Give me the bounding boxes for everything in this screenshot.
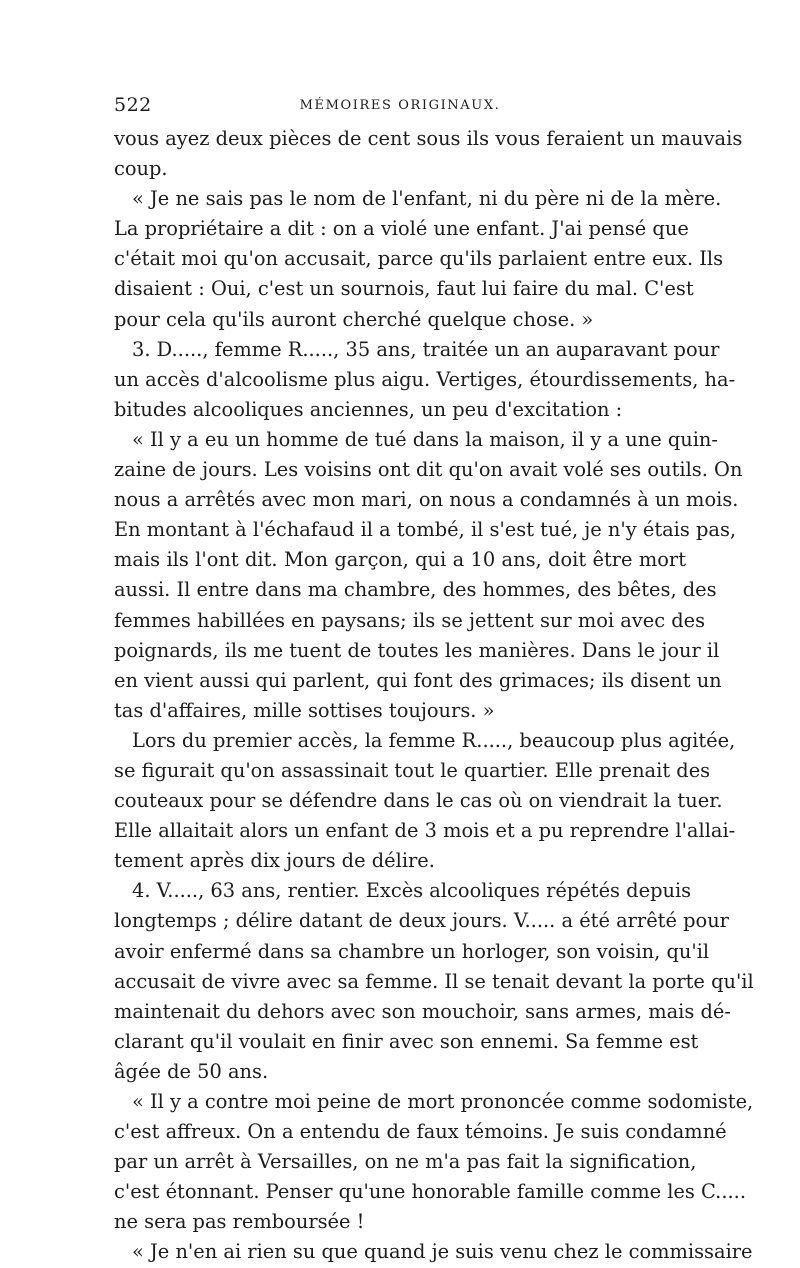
text-line: « Il y a contre moi peine de mort prononcée comme sodomiste, (132, 1090, 754, 1113)
text-line: maintenait du dehors avec son mouchoir, sans armes, mais dé- (114, 999, 731, 1023)
text-line: pour cela qu'ils auront cherché quelque chose. » (114, 307, 594, 331)
text-line: couteaux pour se défendre dans le cas où on viendrait la tuer. (114, 789, 723, 813)
text-line: Lors du premier accès, la femme R....., beaucoup plus agitée, (132, 728, 736, 752)
text-line: bitudes alcooliques anciennes, un peu d'excitation : (114, 397, 623, 421)
page-header (114, 90, 686, 124)
text-line: En montant à l'échafaud il a tombé, il s'est tué, je n'y étais pas, (114, 518, 737, 542)
text-line: c'est étonnant. Penser qu'une honorable famille comme les C..... (114, 1180, 746, 1204)
running-title: MÉMOIRES ORIGINAUX. (299, 98, 501, 113)
text-line: nous a arrêtés avec mon mari, on nous a condamnés à un mois. (114, 488, 739, 512)
text-line: femmes habillées en paysans; ils se jettent sur moi avec des (114, 608, 706, 632)
text-line: vous ayez deux pièces de cent sous ils vous feraient un mauvais (114, 127, 743, 150)
text-line: 3. D....., femme R....., 35 ans, traitée un an auparavant pour (132, 337, 720, 361)
text-line: poignards, ils me tuent de toutes les manières. Dans le jour il (114, 638, 720, 662)
text-line: c'était moi qu'on accusait, parce qu'ils parlaient entre eux. Ils (114, 247, 724, 271)
text-line: coup. (114, 157, 168, 181)
text-line: se figurait qu'on assassinait tout le quartier. Elle prenait des (114, 758, 711, 782)
text-line: tement après dix jours de délire. (114, 849, 435, 873)
body-text (114, 124, 754, 1268)
text-line: « Je n'en ai rien su que quand je suis venu chez le commissaire (132, 1240, 753, 1264)
text-line: longtemps ; délire datant de deux jours. V..... a été arrêté pour (114, 909, 729, 933)
text-line: La propriétaire a dit : on a violé une enfant. J'ai pensé que (114, 217, 689, 241)
text-line: Elle allaitait alors un enfant de 3 mois et a pu reprendre l'allai- (114, 819, 736, 843)
book-page (114, 90, 754, 1264)
text-line: tas d'affaires, mille sottises toujours. » (114, 698, 495, 722)
text-line: avoir enfermé dans sa chambre un horloger, son voisin, qu'il (114, 939, 710, 963)
text-line: âgée de 50 ans. (114, 1059, 269, 1083)
text-line: mais ils l'ont dit. Mon garçon, qui a 10 ans, doit être mort (114, 548, 686, 572)
text-line: disaient : Oui, c'est un sournois, faut lui faire du mal. C'est (114, 277, 694, 301)
text-line: accusait de vivre avec sa femme. Il se tenait devant la porte qu'il (114, 969, 754, 993)
text-line: « Je ne sais pas le nom de l'enfant, ni du père ni de la mère. (132, 187, 722, 211)
text-line: « Il y a eu un homme de tué dans la maison, il y a une quin- (132, 427, 718, 451)
text-line: un accès d'alcoolisme plus aigu. Vertiges, étourdissements, ha- (114, 367, 736, 391)
text-line: clarant qu'il voulait en finir avec son ennemi. Sa femme est (114, 1029, 699, 1053)
text-line: ne sera pas remboursée ! (114, 1210, 365, 1234)
text-line: 4. V....., 63 ans, rentier. Excès alcooliques répétés depuis (132, 879, 692, 903)
text-line: zaine de jours. Les voisins ont dit qu'on avait volé ses outils. On (114, 458, 743, 482)
text-line: c'est affreux. On a entendu de faux témoins. Je suis condamné (114, 1120, 727, 1144)
text-line: aussi. Il entre dans ma chambre, des hommes, des bêtes, des (114, 578, 717, 602)
text-line: par un arrêt à Versailles, on ne m'a pas fait la signification, (114, 1150, 697, 1174)
page-number: 522 (114, 94, 152, 116)
text-line: en vient aussi qui parlent, qui font des grimaces; ils disent un (114, 668, 722, 692)
